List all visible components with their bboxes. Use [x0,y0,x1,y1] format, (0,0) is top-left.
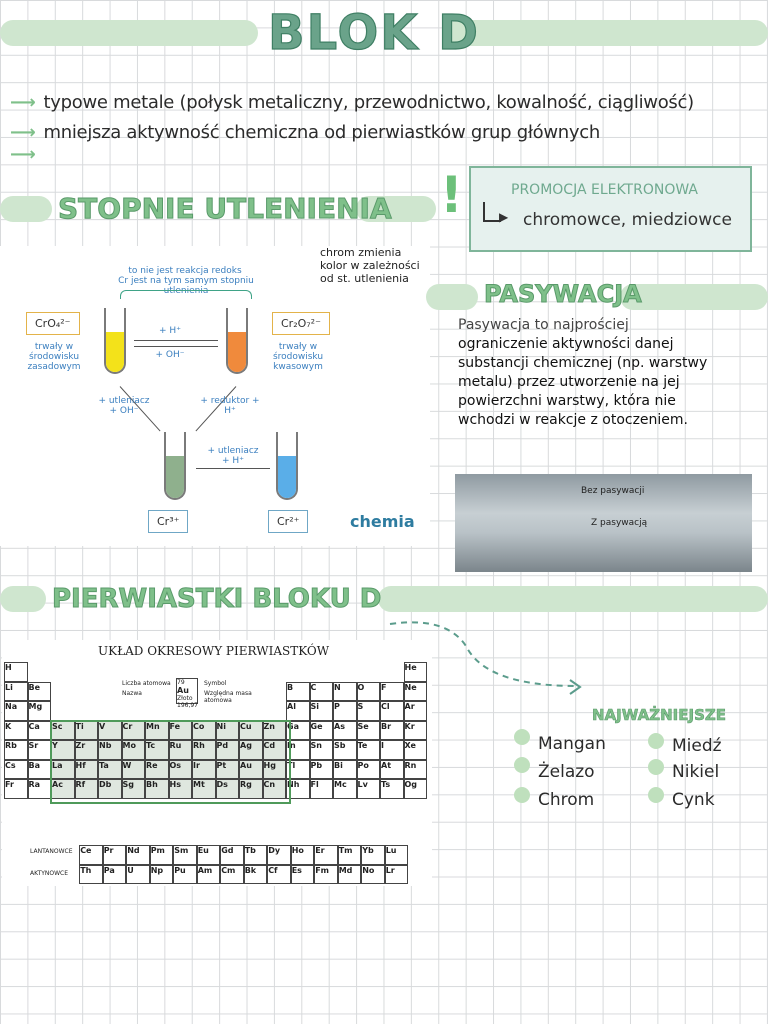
bullet-dot [648,733,664,749]
element-tm: Tm [338,845,362,865]
element-c: C [310,682,334,702]
element-b: B [286,682,310,702]
lanthanides-label: LANTANOWCE [30,848,73,855]
element-bh: Bh [145,779,169,799]
element-mc: Mc [333,779,357,799]
element-cd: Cd [263,740,287,760]
element-rf: Rf [75,779,99,799]
element-th: Th [79,865,103,885]
yellow-tube [104,308,126,374]
element-o: O [357,682,381,702]
passivation-heading: PASYWACJA [484,280,642,308]
bullet-1: ⟶ typowe metale (połysk metaliczny, przewodnictwo, kowalność, ciągliwość) [10,92,694,113]
chromium-handnote: chrom zmienia kolor w zależności od st. utlenienia [320,246,420,285]
element-pd: Pd [216,740,240,760]
element-cm: Cm [220,865,244,885]
element-lr: Lr [385,865,409,885]
promotion-title: PROMOCJA ELEKTRONOWA [511,182,699,198]
element-pr: Pr [103,845,127,865]
element-p: P [333,701,357,721]
passivation-photo [455,474,752,572]
element-ti: Ti [75,721,99,741]
element-sn: Sn [310,740,334,760]
bullet-3 [10,144,44,165]
green-tube [164,432,186,500]
legend-cell: 79 Au Złoto 196,97 [177,679,198,709]
oxidation-band [0,196,52,222]
title-band-right [446,20,768,46]
arrow-top-label: + H⁺ [159,326,181,336]
element-ra: Ra [28,779,52,799]
element-na: Na [4,701,28,721]
element-ge: Ge [310,721,334,741]
chemia-logo: chemia [350,512,415,531]
element-am: Am [197,865,221,885]
important-item-cynk: Cynk [672,790,715,810]
periodic-table [2,640,432,886]
arrow-bottom-label: + OH⁻ [155,350,185,360]
element-pu: Pu [173,865,197,885]
left-down-label: + utleniacz + OH⁻ [98,396,150,416]
element-kr: Kr [404,721,428,741]
element-zr: Zr [75,740,99,760]
mid-arrow-line [196,468,270,469]
element-no: No [361,865,385,885]
element-y: Y [51,740,75,760]
passivation-band-left [426,284,478,310]
element-ne: Ne [404,682,428,702]
element-np: Np [150,865,174,885]
element-pm: Pm [150,845,174,865]
element-sb: Sb [333,740,357,760]
elements-band-right [378,586,768,612]
redox-note-sub: Cr jest na tym samym stopniu utlenienia [118,276,254,296]
element-co: Co [192,721,216,741]
arrow-right-line [134,340,218,341]
orange-tube [226,308,248,374]
element-gd: Gd [220,845,244,865]
element-n: N [333,682,357,702]
redox-note-title: to nie jest reakcja redoks [128,266,242,276]
element-br: Br [380,721,404,741]
element-mn: Mn [145,721,169,741]
element-eu: Eu [197,845,221,865]
element-pb: Pb [310,760,334,780]
element-lv: Lv [357,779,381,799]
chromate-desc: trwały w środowisku zasadowym [27,342,81,372]
brace [120,290,252,299]
passivation-text: Pasywacja to najprościej ograniczenie aktywności danej substancji chemicznej (np. warstwy metalu) przez utworzenie na jej powierzchni warstwy, która nie wchodzi w reakcje z otoczeniem. [458,317,708,428]
dichromate-box: Cr₂O₇²⁻ [272,312,330,335]
element-fr: Fr [4,779,28,799]
element-hg: Hg [263,760,287,780]
dichromate-desc: trwały w środowisku kwasowym [272,342,324,372]
element-rg: Rg [239,779,263,799]
element-zn: Zn [263,721,287,741]
element-es: Es [291,865,315,885]
photo-label-top: Bez pasywacji [581,486,645,496]
element-be: Be [28,682,52,702]
periodic-table-title: UKŁAD OKRESOWY PIERWIASTKÓW [98,644,330,658]
element-ta: Ta [98,760,122,780]
element-tb: Tb [244,845,268,865]
element-ds: Ds [216,779,240,799]
cr2-box: Cr²⁺ [268,510,308,533]
element-au: Au [239,760,263,780]
element-ac: Ac [51,779,75,799]
bullet-dot [514,787,530,803]
element-fm: Fm [314,865,338,885]
element-ga: Ga [286,721,310,741]
important-title: NAJWAŻNIEJSZE [592,706,726,724]
chromate-box: CrO₄²⁻ [26,312,80,335]
element-i: I [380,740,404,760]
title-band-left [0,20,258,46]
elements-band-left [0,586,46,612]
element-rb: Rb [4,740,28,760]
element-po: Po [357,760,381,780]
bullet-dot [648,759,664,775]
element-sr: Sr [28,740,52,760]
element-nd: Nd [126,845,150,865]
element-cs: Cs [4,760,28,780]
element-db: Db [98,779,122,799]
element-si: Si [310,701,334,721]
element-ca: Ca [28,721,52,741]
element-te: Te [357,740,381,760]
element-ni: Ni [216,721,240,741]
element-al: Al [286,701,310,721]
element-os: Os [169,760,193,780]
element-yb: Yb [361,845,385,865]
element-as: As [333,721,357,741]
element-xe: Xe [404,740,428,760]
mid-arrow-label: + utleniacz + H⁺ [207,446,259,466]
element-bi: Bi [333,760,357,780]
element-w: W [122,760,146,780]
element-k: K [4,721,28,741]
element-cn: Cn [263,779,287,799]
element-ir: Ir [192,760,216,780]
actinides-label: AKTYNOWCE [30,870,69,877]
page-title: BLOK D [268,5,481,61]
promotion-text: chromowce, miedziowce [523,210,732,230]
element-at: At [380,760,404,780]
important-item-mangan: Mangan [538,734,606,754]
element-og: Og [404,779,428,799]
element-ts: Ts [380,779,404,799]
element-hs: Hs [169,779,193,799]
element-ba: Ba [28,760,52,780]
element-la: La [51,760,75,780]
blue-tube [276,432,298,500]
cr3-box: Cr³⁺ [148,510,188,533]
arrow-right-icon: ⟶ [10,144,36,165]
passivation-band-right [620,284,768,310]
element-ho: Ho [291,845,315,865]
element-bk: Bk [244,865,268,885]
element-in: In [286,740,310,760]
right-down-label: + reduktor + H⁺ [200,396,260,416]
element-sc: Sc [51,721,75,741]
element-pt: Pt [216,760,240,780]
element-cu: Cu [239,721,263,741]
exclamation-mark: ! [440,166,463,224]
element-ar: Ar [404,701,428,721]
arrow-right-icon: ⟶ [10,92,36,113]
element-cl: Cl [380,701,404,721]
element-cr: Cr [122,721,146,741]
element-rh: Rh [192,740,216,760]
element-cf: Cf [267,865,291,885]
element-tc: Tc [145,740,169,760]
element-hf: Hf [75,760,99,780]
bullet-dot [514,757,530,773]
element-s: S [357,701,381,721]
element-nh: Nh [286,779,310,799]
element-er: Er [314,845,338,865]
element-se: Se [357,721,381,741]
oxidation-heading: STOPNIE UTLENIENIA [58,192,392,225]
element-re: Re [145,760,169,780]
d-block-outline [50,720,291,804]
important-item-nikiel: Nikiel [672,762,720,782]
element-fl: Fl [310,779,334,799]
element-md: Md [338,865,362,885]
element-fe: Fe [169,721,193,741]
element-mo: Mo [122,740,146,760]
element-u: U [126,865,150,885]
element-mt: Mt [192,779,216,799]
important-item-chrom: Chrom [538,790,595,810]
important-item-miedz: Miedź [672,736,722,756]
arrow-left-line [134,346,218,347]
chromium-diagram [0,246,430,546]
arrow-right-icon: ⟶ [10,122,36,143]
bullet-2: ⟶ mniejsza aktywność chemiczna od pierwiastków grup głównych [10,122,600,143]
element-h: H [4,662,28,682]
element-tl: Tl [286,760,310,780]
element-rn: Rn [404,760,428,780]
element-nb: Nb [98,740,122,760]
arrow-right-icon: ▶ [499,210,509,224]
element-f: F [380,682,404,702]
element-mg: Mg [28,701,52,721]
legend: Liczba atomowa Nazwa 79 Au Złoto 196,97 Symbol Względna masa atomowa [122,679,252,709]
element-ru: Ru [169,740,193,760]
promotion-box [469,166,752,252]
element-dy: Dy [267,845,291,865]
bullet-dot [514,729,530,745]
element-v: V [98,721,122,741]
element-pa: Pa [103,865,127,885]
element-sm: Sm [173,845,197,865]
element-li: Li [4,682,28,702]
photo-label-bottom: Z pasywacją [591,518,648,528]
element-sg: Sg [122,779,146,799]
element-ag: Ag [239,740,263,760]
important-item-zelazo: Żelazo [538,762,595,782]
element-ce: Ce [79,845,103,865]
element-lu: Lu [385,845,409,865]
elements-heading: PIERWIASTKI BLOKU D [52,584,382,614]
element-he: He [404,662,428,682]
bullet-dot [648,787,664,803]
